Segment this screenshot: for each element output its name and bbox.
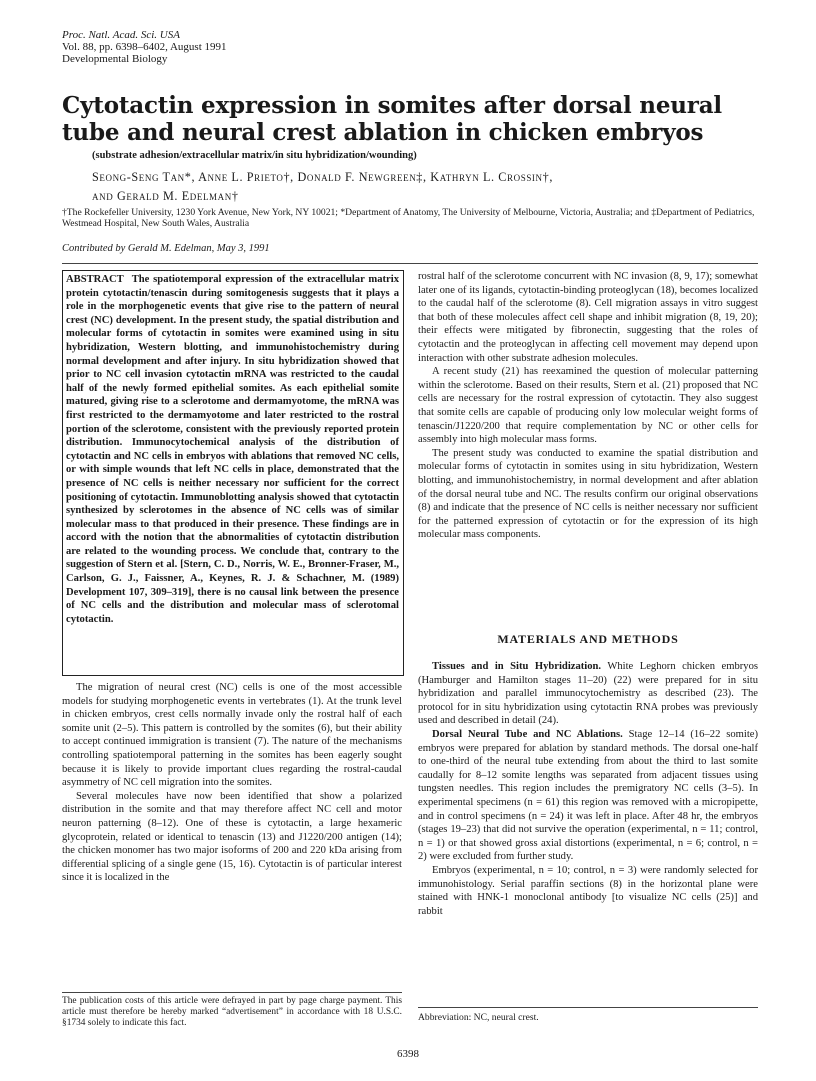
abstract-text: The spatiotemporal expression of the extracellular matrix protein cytotactin/tenascin during somitogenesis suggests that it plays a role in the morphogenetic events that give rise to the pattern of neural crest (NC) development. In the present study, the spatial distribution and molecular forms of cytotactin in somites were examined using in situ hybridization, Western blotting, and immunohistochemistry during normal development and after injury. In situ hybridization showed that prior to NC cell invasion cytotactin mRNA was restricted to the caudal half of the newly formed epithelial somites. As each epithelial somite matured, giving rise to a sclerotome and dermamyotome, the mRNA was first restricted to the dermamyotome and later restricted to the rostral portion of the sclerotome, consistent with the previously reported protein distribution. Immunocytochemical analysis of the distribution of cytotactin and NC cells in embryos with ablations that removed NC cells, or with simple wounds that left NC cells in place, demonstrated that the presence of NC cells is neither necessary nor sufficient for the correct positioning of cytotactin. Immunoblotting analysis showed that cytotactin synthesized by sclerotomes in the absence of NC cells was of similar molecular mass to that produced in their presence. These findings are in accord with the notion that the abnormalities of cytotactin distribution are related to the wounding process. We conclude that, contrary to the suggestion of Stern et al. [Stern, C. D., Norris, W. E., Bronner-Fraser, M., Carlson, G. J., Faissner, A., Keynes, R. J. & Schachner, M. (1989) Development 107, 309–319], there is no causal link between the presence of NC cells and the distribution and molecular mass of sclerotomal cytotactin. <box>66 274 399 625</box>
left-column-body <box>62 681 402 885</box>
methods-runin: Dorsal Neural Tube and NC Ablations. <box>432 728 623 740</box>
journal-section: Developmental Biology <box>62 53 168 65</box>
journal-volume: Vol. 88, pp. 6398–6402, August 1991 <box>62 41 227 53</box>
intro-paragraph: The migration of neural crest (NC) cells is one of the most accessible models for studying morphogenetic events in vertebrates (1). At the trunk level in chicken embryos, crest cells normally invade only the rostral half of each somite unit (2–5). This pattern is controlled by the somites (6), but their ability to accept continued immigration is transient (7). The nature of the mechanisms controlling spatiotemporal patterning in the somites has been eagerly sought because it is likely to provide important clues regarding the rostral-caudal asymmetry of NC cell migration into the somites. <box>62 682 402 789</box>
right-column-body <box>418 270 758 542</box>
authors-line-1: Seong-Seng Tan*, Anne L. Prieto†, Donald F. Newgreen‡, Kathryn L. Crossin†, <box>92 170 553 184</box>
intro-paragraph: Several molecules have now been identified that show a polarized distribution in the somite and that may therefore affect NC cell and motor neuron patterning (8–12). One of these is cytotactin, a large hexameric glycoprotein, related or identical to tenascin (13) and J1220/200 antigen (14); the chicken monomer has two major isoforms of 200 and 220 kDa arising from differential splicing of a single gene (15, 16). Cytotactin is of particular interest since it is localized in the <box>62 790 402 884</box>
footnote-divider <box>62 992 402 993</box>
affiliations: †The Rockefeller University, 1230 York Avenue, New York, NY 10021; *Department of Anatomy, The University of Melbourne, Victoria, Australia; and ‡Department of Pediatrics, Westmead Hospital, New South Wales, Australia <box>62 207 755 229</box>
methods-runin: Tissues and in Situ Hybridization. <box>432 661 602 672</box>
abbreviation-note: Abbreviation: NC, neural crest. <box>418 1012 539 1023</box>
methods-text: Embryos (experimental, n = 10; control, n = 3) were randomly selected for immunohistology. Serial paraffin sections (8) in the horizontal plane were stained with HNK-1 monoclonal antibody [to visualize NC cells (25)] and rabbit <box>418 864 758 917</box>
page-number: 6398 <box>397 1048 419 1060</box>
methods-text: White Leghorn chicken embryos (Hamburger and Hamilton stages 11–20) (22) were prepared for in situ hybridization and parallel immunocytochemistry as described (23). The protocol for in situ hybridization using cytotactin RNA probes was previously used and described in detail (24). <box>418 661 758 727</box>
contributed-by: Contributed by Gerald M. Edelman, May 3, 1991 <box>62 243 270 254</box>
abstract-label: ABSTRACT <box>66 274 124 285</box>
article-title: Cytotactin expression in somites after dorsal neural tube and neural crest ablation in chicken embryos <box>62 92 722 146</box>
methods-body <box>418 660 758 918</box>
publication-cost-footnote: The publication costs of this article were defrayed in part by page charge payment. This article must therefore be hereby marked “advertisement” in accordance with 18 U.S.C. §1734 solely to indicate this fact. <box>62 996 402 1028</box>
header-divider <box>62 263 758 264</box>
intro-paragraph: A recent study (21) has reexamined the question of molecular patterning within the sclerotome. Based on their results, Stern et al. (21) proposed that NC cells are necessary for the rostral expression of cytotactin. They also suggest that somite cells are capable of producing only low molecular weight forms of tenascin/J1220/200 that require complementation by NC or other cells for assembly into high molecular mass forms. <box>418 366 758 446</box>
abstract <box>66 273 399 626</box>
abbreviation-divider <box>418 1007 758 1008</box>
intro-paragraph: rostral half of the sclerotome concurrent with NC invasion (8, 9, 17); somewhat later one of its ligands, cytotactin-binding proteoglycan (18), becomes localized to the caudal half of the sclerotome (8). Cell migration assays in vitro suggest that both of these molecules affect cell shape and inhibit migration (8, 19, 20); their effects were mitigated by fibronectin, suggesting that the roles of cytotactin and the proteoglycan in affecting cell movement may depend upon interaction with other substrate adhesion molecules. <box>418 271 758 364</box>
journal-header <box>62 29 227 65</box>
section-heading: MATERIALS AND METHODS <box>497 632 679 646</box>
authors <box>92 168 772 206</box>
journal-name: Proc. Natl. Acad. Sci. USA <box>62 29 180 41</box>
intro-paragraph: The present study was conducted to examine the spatial distribution and molecular forms of cytotactin in somites using in situ hybridization, Western blotting, and immunohistochemistry, in normal development and after ablation of the dorsal neural tube and NC. The results confirm our original observations (8) and indicate that the presence of NC cells is neither necessary nor sufficient for the patterned expression of cytotactin or for the expression of its high molecular mass components. <box>418 447 758 541</box>
keywords: (substrate adhesion/extracellular matrix/in situ hybridization/wounding) <box>92 150 417 161</box>
authors-line-2: and Gerald M. Edelman† <box>92 189 239 203</box>
methods-text: Stage 12–14 (16–22 somite) embryos were prepared for ablation by standard methods. The dorsal one-half to one-third of the neural tube extending from about the third to last somite caudally for 8–12 somite lengths was separated from adjacent tissues using tungsten needles. This region includes the premigratory NC cells (3–5). In experimental specimens (n = 61) this region was removed with a micropipette, and in control specimens (n = 24) it was left in place. After 48 hr, the embryos (stages 19–23) that did not survive the operation (experimental, n = 11; control, n = 1) or that showed gross axial distortions (experimental, n = 6; control, n = 2) were excluded from further study. <box>418 728 758 863</box>
